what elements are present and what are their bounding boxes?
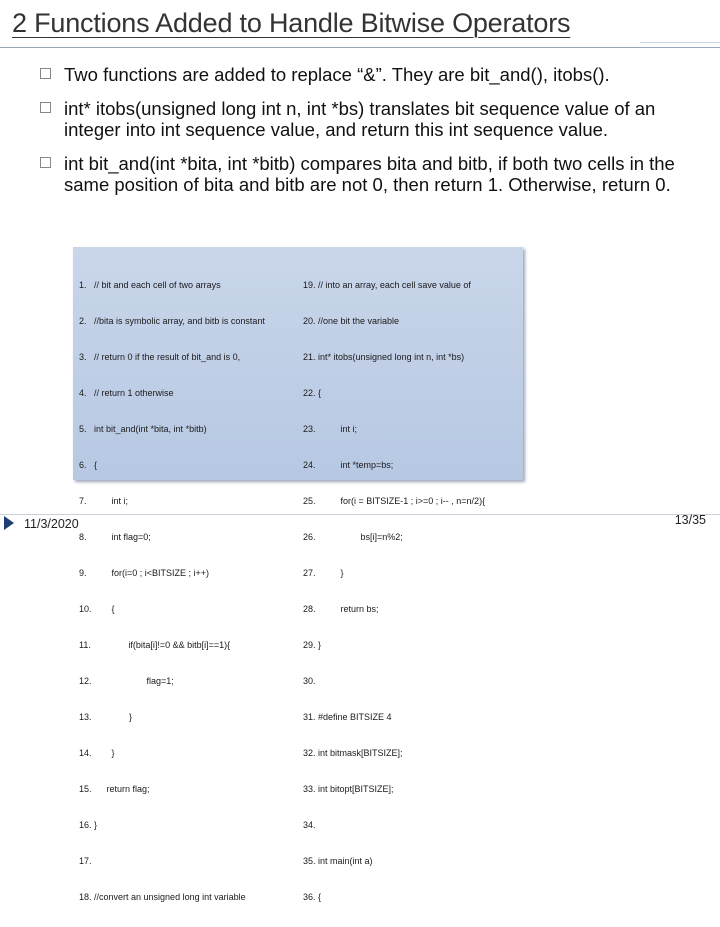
arrow-right-icon: [4, 516, 14, 530]
code-line: 9. for(i=0 ; i<BITSIZE ; i++): [79, 568, 210, 578]
code-line: 7. int i;: [79, 496, 129, 506]
code-line: 10. {: [79, 604, 115, 614]
code-line: 35. int main(int a): [303, 856, 373, 866]
code-line: 33. int bitopt[BITSIZE];: [303, 784, 394, 794]
code-line: 4. // return 1 otherwise: [79, 388, 174, 398]
code-line: 13. }: [79, 712, 133, 722]
code-line: 14. }: [79, 748, 115, 758]
bullet-text: int* itobs(unsigned long int n, int *bs) translates bit sequence value of an integer into int sequence value, and return this int sequence value.: [64, 98, 656, 140]
code-line: 23. int i;: [303, 424, 358, 434]
bullet-item: [40, 153, 700, 195]
footer-date: 11/3/2020: [24, 517, 79, 531]
square-bullet-icon: [40, 68, 51, 79]
code-line: 6. {: [79, 460, 98, 470]
code-line: 36. {: [303, 892, 322, 902]
square-bullet-icon: [40, 102, 51, 113]
code-line: 5. int bit_and(int *bita, int *bitb): [79, 424, 207, 434]
title-divider-accent: [640, 42, 720, 43]
bullet-item: [40, 64, 700, 85]
code-line: 1. // bit and each cell of two arrays: [79, 280, 221, 290]
bullet-list: [40, 64, 700, 208]
code-line: 15. return flag;: [79, 784, 150, 794]
code-line: 22. {: [303, 388, 322, 398]
code-line: 25. for(i = BITSIZE-1 ; i>=0 ; i-- , n=n/2){: [303, 496, 486, 506]
code-column-right: [303, 255, 485, 927]
code-line: 17.: [79, 856, 92, 866]
code-line: 12. flag=1;: [79, 676, 174, 686]
code-line: 11. if(bita[i]!=0 && bitb[i]==1){: [79, 640, 231, 650]
code-listing: [73, 247, 523, 902]
footer-divider: [0, 514, 720, 515]
code-line: 34.: [303, 820, 316, 830]
bullet-text: Two functions are added to replace “&”. They are bit_and(), itobs().: [64, 64, 610, 85]
code-line: 16. }: [79, 820, 98, 830]
bullet-item: [40, 98, 700, 140]
code-line: 21. int* itobs(unsigned long int n, int *bs): [303, 352, 465, 362]
bullet-text: int bit_and(int *bita, int *bitb) compares bita and bitb, if both two cells in the same position of bita and bitb are not 0, then return 1. Otherwise, return 0.: [64, 153, 675, 195]
code-line: 32. int bitmask[BITSIZE];: [303, 748, 403, 758]
code-line: 24. int *temp=bs;: [303, 460, 394, 470]
code-line: 28. return bs;: [303, 604, 379, 614]
code-line: 18. //convert an unsigned long int variable: [79, 892, 246, 902]
page-number: 13/35: [674, 513, 706, 527]
code-line: 29. }: [303, 640, 322, 650]
code-line: 3. // return 0 if the result of bit_and is 0,: [79, 352, 241, 362]
code-line: 2. //bita is symbolic array, and bitb is constant: [79, 316, 265, 326]
code-column-left: [79, 255, 265, 927]
slide-title: 2 Functions Added to Handle Bitwise Operators: [12, 8, 571, 38]
code-line: 31. #define BITSIZE 4: [303, 712, 392, 722]
title-divider: [0, 47, 720, 48]
code-line: 26. bs[i]=n%2;: [303, 532, 403, 542]
square-bullet-icon: [40, 157, 51, 168]
code-line: 30.: [303, 676, 316, 686]
code-line: 19. // into an array, each cell save value of: [303, 280, 471, 290]
code-line: 27. }: [303, 568, 344, 578]
code-line: 20. //one bit the variable: [303, 316, 400, 326]
code-line: 8. int flag=0;: [79, 532, 151, 542]
